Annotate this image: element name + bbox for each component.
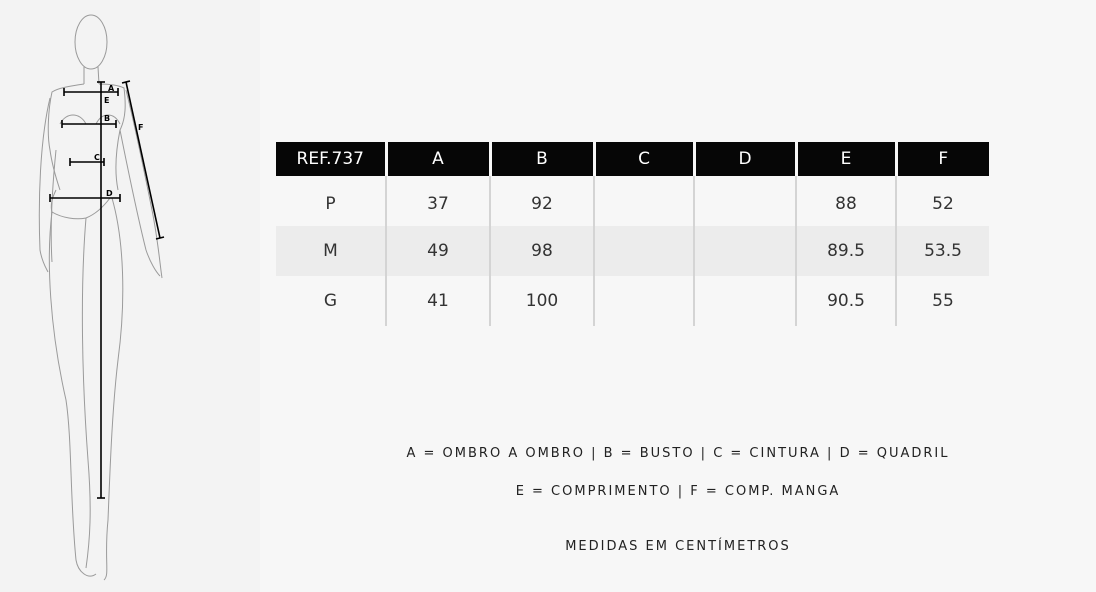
table-cell: 88 [796,176,896,226]
table-cell: 92 [490,176,594,226]
table-cell: 100 [490,276,594,326]
table-cell: 49 [386,226,490,276]
size-cell: P [325,194,336,214]
header-e: E [796,142,896,176]
size-cell: G [323,291,338,311]
table-cell [594,276,694,326]
header-c: C [594,142,694,176]
table-cell: 52 [896,176,989,226]
figure-head [75,15,107,69]
table-header-row [276,142,989,176]
table-cell [694,276,796,326]
table-cell: 90.5 [796,276,896,326]
size-cell: M [276,226,386,276]
table-cell [594,226,694,276]
table-cell: 41 [386,276,490,326]
legend-line-1: A = OMBRO A OMBRO | B = BUSTO | C = CINTURA | D = QUADRIL [406,446,950,461]
header-a: A [386,142,490,176]
figure-label-d: D [106,189,113,198]
table-cell [594,176,694,226]
figure-label-c: C [94,153,100,162]
figure-label-f: F [138,123,144,132]
table-row-g [276,276,989,326]
table-cell [694,176,796,226]
table-cell: 55 [896,276,989,326]
figure-label-b: B [104,114,111,123]
figure-label-e: E [104,96,110,105]
header-b: B [490,142,594,176]
table-row-m [276,226,989,276]
header-f: F [896,142,989,176]
table-cell: 37 [386,176,490,226]
table-cell [694,226,796,276]
size-table [276,142,989,326]
header-d: D [694,142,796,176]
units-note: MEDIDAS EM CENTÍMETROS [565,539,791,554]
table-cell: 98 [490,226,594,276]
table-cell: 89.5 [796,226,896,276]
legend-line-2: E = COMPRIMENTO | F = COMP. MANGA [515,484,841,499]
table-row-p [276,176,989,226]
header-ref: REF.737 [276,142,386,176]
table-cell: 53.5 [896,226,989,276]
measurement-figure-illustration [0,0,260,592]
figure-label-a: A [108,84,115,93]
